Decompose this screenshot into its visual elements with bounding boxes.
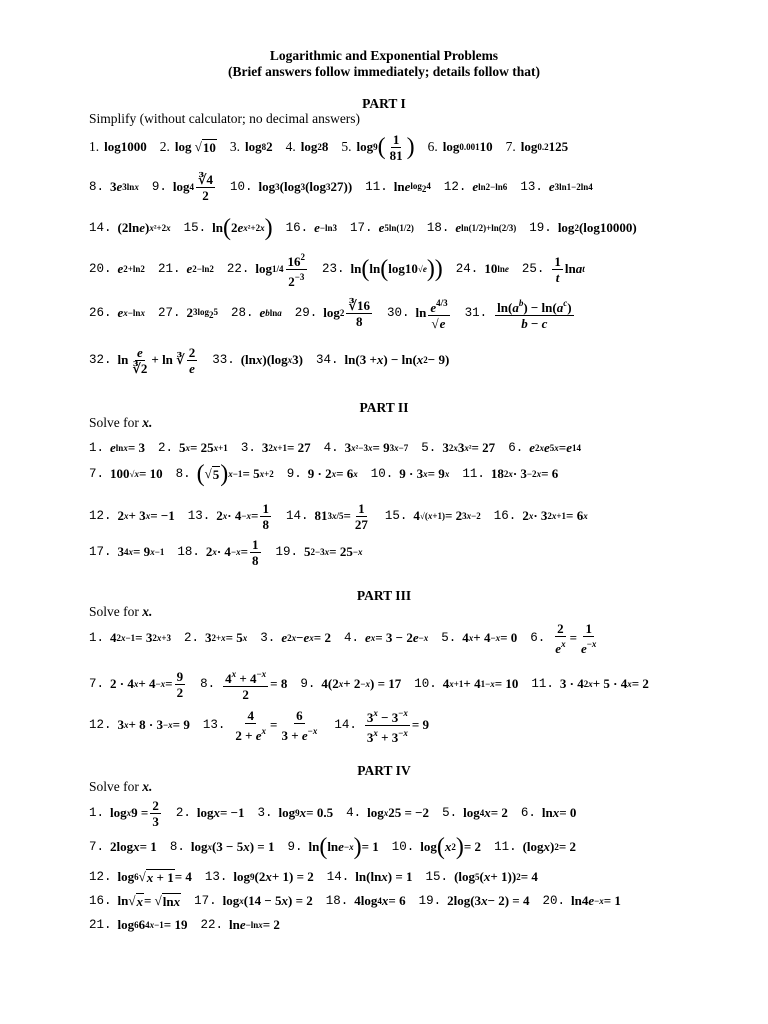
problem-1-9: 9. log 4 $\frac{∛4}{2}$ — [151, 171, 213, 203]
part4-row-1 — [89, 796, 761, 830]
problem-3-11: 11. 3 · 4 2x + 5 · 4 x = 2 — [531, 676, 649, 691]
part3-row-3 — [89, 707, 761, 745]
part2-row-3 — [89, 499, 761, 533]
problem-4-9: 9. ln ( ln e −x ) = 1 — [287, 834, 379, 860]
problem-1-7: 7. log 0.2 125 — [505, 139, 569, 154]
problem-2-17: 17. 3 4x = 9 x−1 — [89, 544, 165, 559]
problem-3-4: 4. e x = 3 − 2 e −x — [343, 630, 429, 645]
part2-instruction: Solve for x. — [89, 415, 153, 430]
problem-4-7: 7. 2log x = 1 — [89, 839, 157, 854]
part4-instruction: Solve for x. — [89, 779, 153, 794]
problem-2-9: 9. 9 · 2 x = 6 x — [286, 466, 358, 481]
part3-row-2 — [89, 667, 761, 701]
part2-row-4 — [89, 535, 761, 569]
part1-instruction: Simplify (without calculator; no decimal answers) — [89, 111, 361, 126]
problem-1-28: 28. e blna — [230, 305, 282, 320]
problem-2-12: 12. 2 x + 3 x = −1 — [89, 508, 175, 523]
problem-2-13: 13. 2 x · 4 −x = $\frac{1}{8}$ — [187, 500, 269, 532]
problem-1-10: 10. log 3 (log 3 (log 3 27)) — [230, 179, 353, 194]
problem-4-15: 15. (log 5 ( x + 1)) 2 = 4 — [425, 869, 538, 884]
problem-4-10: 10. log ( x 2 ) = 2 — [391, 834, 482, 860]
problem-2-8: 8. ( √ 5 ) x−1 = 5 x+2 — [175, 461, 274, 487]
problem-1-19: 19. log 2 (log10000) — [529, 220, 637, 235]
part3-heading: PART III — [356, 588, 412, 603]
problem-4-8: 8. log x (3 − 5 x ) = 1 — [169, 839, 275, 854]
problem-1-8: 8. 3 e 3lnx — [89, 179, 139, 194]
problem-2-16: 16. 2 x · 3 2x+1 = 6 x — [493, 508, 588, 523]
problem-3-5: 5. 4 x + 4 −x = 0 — [441, 630, 518, 645]
problem-2-7: 7. 100 √x = 10 — [89, 466, 163, 481]
problem-1-29: 29. log 2 $\frac{∛16}{8}$ — [294, 297, 370, 329]
problem-2-19: 19. 5 2−3x = 25 −x — [275, 544, 363, 559]
problem-3-6: 6. $\frac{2}{e^x}$ = $\frac{1}{e^{-x}}$ — [530, 620, 597, 656]
part3-instruction: Solve for x. — [89, 604, 153, 619]
problem-3-14: 14. $\frac{3^x - 3^{-x}}{3^x + 3^{-x}}$ = 9 — [334, 707, 430, 745]
problem-3-1: 1. 4 2x−1 = 3 2x+3 — [89, 630, 171, 645]
problem-4-1: 1. log x 9 = $\frac{2}{3}$ — [89, 797, 159, 829]
problem-1-15: 15. ln ( 2 e x²+2x ) — [183, 215, 273, 241]
problem-1-33: 33. (ln x )(log x 3) — [212, 352, 304, 367]
problem-3-7: 7. 2 · 4 x + 4 −x = $\frac{9}{2}$ — [89, 668, 184, 700]
problem-1-31: 31. $\frac{\ln(a^b) - \ln(a^c)}{b - c}$ — [464, 297, 572, 331]
problem-1-30: 30. ln $\frac{e^{4/3}}{√e}$ — [386, 297, 448, 331]
problem-3-8: 8. $\frac{4^x + 4^{-x}}{2}$ = 8 — [200, 668, 288, 702]
problem-1-2: 2. log √ 10 — [159, 139, 216, 155]
problem-4-17: 17. log x (14 − 5 x ) = 2 — [194, 893, 313, 908]
part2-heading: PART II — [359, 400, 409, 415]
problem-1-4: 4. log 2 8 — [285, 139, 329, 154]
document-subtitle: (Brief answers follow immediately; details follow that) — [228, 64, 540, 79]
part4-heading: PART IV — [357, 763, 411, 778]
problem-4-11: 11. (log x ) 2 = 2 — [494, 839, 577, 854]
part2-row-2 — [89, 457, 761, 491]
part1-row-1 — [89, 130, 761, 164]
problem-2-6: 6. e 2x e 5x = e 14 — [508, 440, 581, 455]
problem-3-10: 10. 4 x+1 + 4 1−x = 10 — [414, 676, 519, 691]
problem-1-16: 16. e −ln3 — [285, 220, 338, 235]
problem-4-14: 14. ln(ln x ) = 1 — [326, 869, 413, 884]
problem-1-22: 22. log 1/4 $\frac{16^2}{2^{-3}}$ — [226, 251, 306, 289]
problem-1-13: 13. e 3ln1−2ln4 — [520, 179, 593, 194]
problem-4-4: 4. log x 25 = −2 — [346, 805, 430, 820]
problem-3-2: 2. 3 2+x = 5 x — [183, 630, 248, 645]
problem-2-14: 14. 81 3x/5 = $\frac{1}{27}$ — [285, 500, 368, 532]
problem-4-2: 2. log x = −1 — [175, 805, 245, 820]
problem-2-10: 10. 9 · 3 x = 9 x — [370, 466, 450, 481]
problem-3-12: 12. 3 x + 8 · 3 −x = 9 — [89, 717, 190, 732]
part1-heading: PART I — [362, 96, 406, 111]
problem-2-1: 1. e lnx = 3 — [89, 440, 145, 455]
problem-4-5: 5. log 4 x = 2 — [442, 805, 508, 820]
problem-2-2: 2. 5 x = 25 x+1 — [157, 440, 228, 455]
problem-4-18: 18. 4log 4 x = 6 — [325, 893, 406, 908]
part4-row-2 — [89, 830, 761, 864]
problem-1-21: 21. e 2−ln2 — [157, 261, 214, 276]
problem-2-4: 4. 3 x²−3x = 9 3x−7 — [323, 440, 409, 455]
problem-4-16: 16. ln√ x = √ lnx — [89, 893, 181, 909]
problem-4-19: 19. 2log(3 x − 2) = 4 — [418, 893, 530, 908]
problem-3-13: 13. $\frac{4}{2 + e^x}$ = $\frac{6}{3 + e^{-x}}$ — [202, 707, 318, 743]
problem-3-9: 9. 4(2 x + 2 −x ) = 17 — [300, 676, 402, 691]
problem-4-3: 3. log 9 x = 0.5 — [257, 805, 334, 820]
problem-1-32: 32. ln $\frac{e}{∛2}$ + ln ∛ $\frac{2}{e}$ — [89, 344, 196, 376]
problem-2-15: 15. 4 √(x+1) = 2 3x−2 — [384, 508, 481, 523]
part1-row-6 — [89, 343, 761, 377]
problem-1-20: 20. e 2+ln2 — [89, 261, 145, 276]
part4-row-5 — [89, 908, 761, 942]
problem-1-3: 3. log 8 2 — [229, 139, 273, 154]
problem-1-18: 18. e ln(1/2)+ln(2/3) — [426, 220, 517, 235]
problem-1-5: 5. log 9 ( $\frac{1}{81}$ ) — [341, 131, 415, 163]
problem-1-26: 26. e x−lnx — [89, 305, 145, 320]
problem-1-27: 27. 2 $3\log_25$ — [157, 305, 218, 320]
problem-1-11: 11. ln e $\log_24$ — [365, 179, 431, 194]
problem-1-23: 23. ln ( ln ( log10 √e )) — [322, 256, 443, 282]
problem-4-20: 20. ln4 e −x = 1 — [542, 893, 621, 908]
problem-4-22: 22. ln e −lnx = 2 — [200, 917, 280, 932]
problem-1-6: 6. log 0.001 10 — [427, 139, 493, 154]
problem-1-34: 34. ln(3 + x ) − ln( x 2 − 9) — [316, 352, 450, 367]
problem-4-12: 12. log 6 √ x + 1 = 4 — [89, 869, 192, 885]
problem-2-5: 5. 3 2x 3 x² = 27 — [421, 440, 496, 455]
problem-1-12: 12. e ln2−ln6 — [443, 179, 508, 194]
part1-row-4 — [89, 251, 761, 289]
problem-1-1: 1. log1000 — [89, 139, 147, 154]
problem-1-25: 25. $\frac{1}{t}$ ln a t — [521, 253, 585, 285]
problem-1-14: 14. (2ln e ) x²+2x — [89, 220, 171, 235]
problem-3-3: 3. e 2x − e x = 2 — [260, 630, 331, 645]
problem-4-6: 6. ln x = 0 — [520, 805, 577, 820]
problem-2-3: 3. 3 2x+1 = 27 — [240, 440, 311, 455]
part3-row-1 — [89, 621, 761, 655]
problem-4-13: 13. log 9 (2 x + 1) = 2 — [204, 869, 314, 884]
problem-2-18: 18. 2 x · 4 −x = $\frac{1}{8}$ — [177, 536, 259, 568]
problem-2-11: 11. 18 2x · 3 −2x = 6 — [462, 466, 559, 481]
problem-1-24: 24. 10 lne — [455, 261, 509, 276]
problem-1-17: 17. e 5ln(1/2) — [350, 220, 414, 235]
part1-row-2 — [89, 170, 761, 204]
problem-4-21: 21. log 6 6 4x−1 = 19 — [89, 917, 188, 932]
part1-row-3 — [89, 211, 761, 245]
part1-row-5 — [89, 296, 761, 330]
document-title: Logarithmic and Exponential Problems — [269, 48, 499, 63]
